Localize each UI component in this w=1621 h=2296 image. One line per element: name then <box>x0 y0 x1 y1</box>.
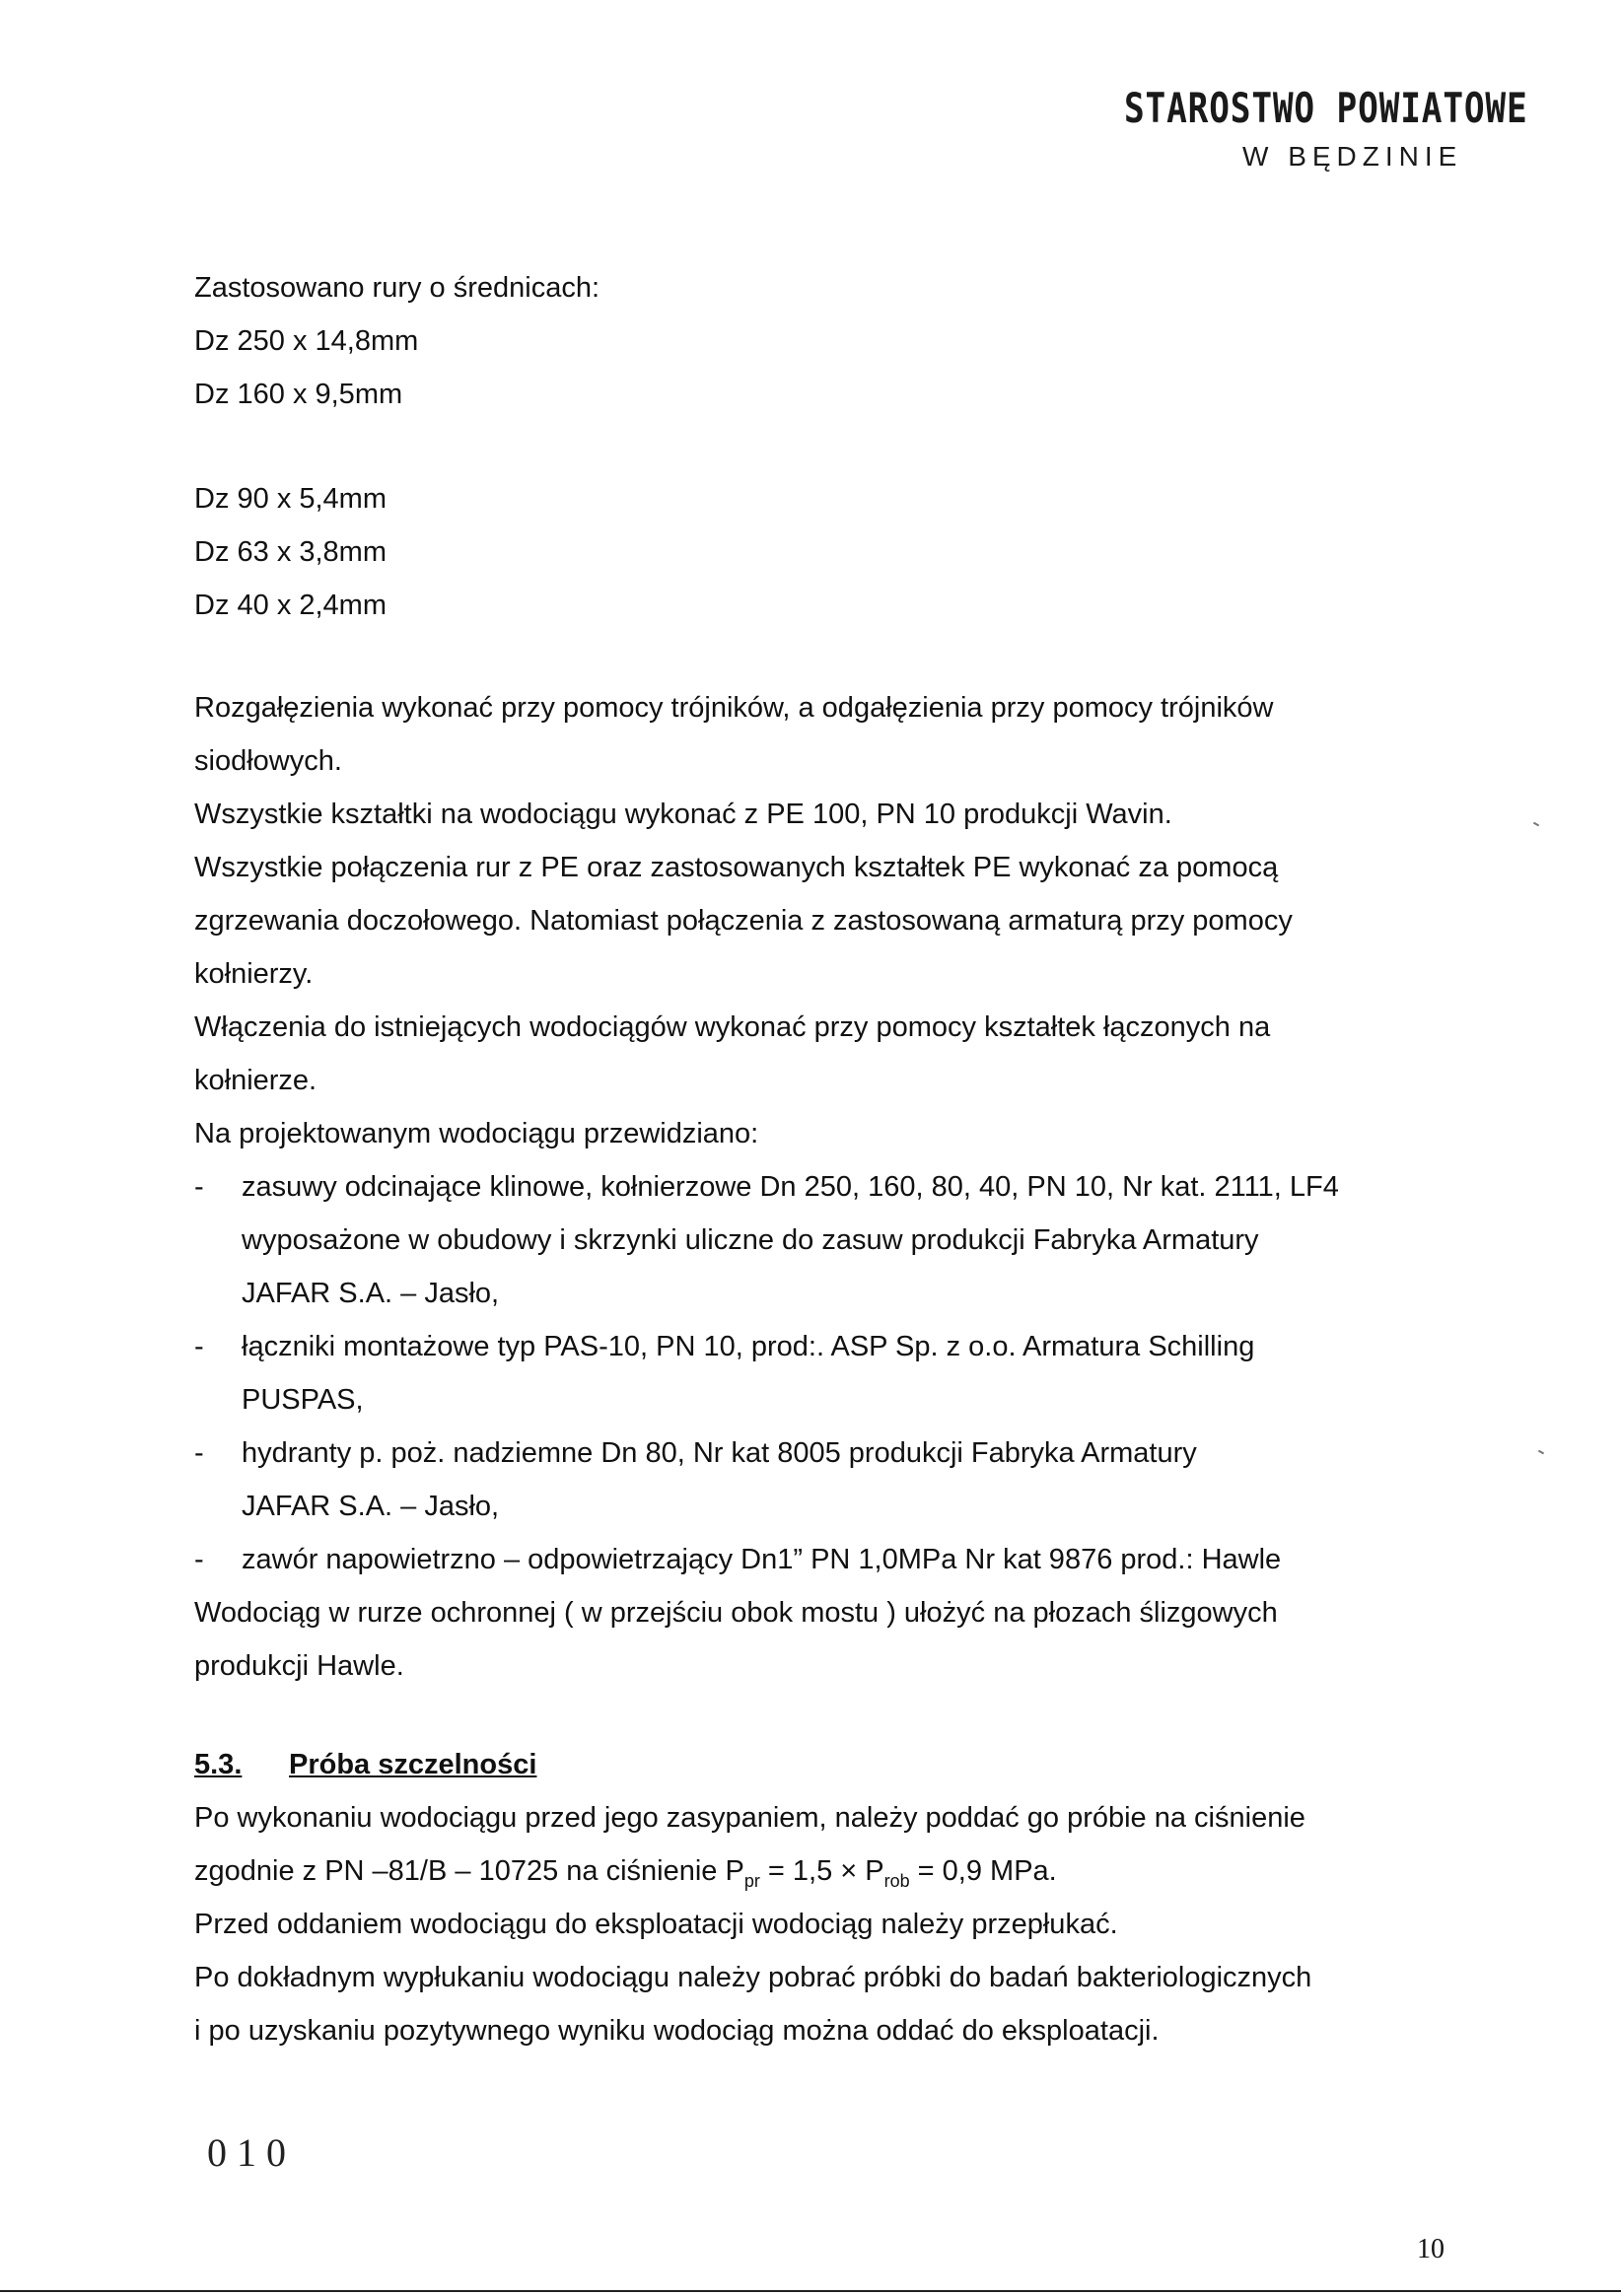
list-intro: Na projektowanym wodociągu przewidziano: <box>194 1118 759 1149</box>
section-heading <box>194 1738 1427 1791</box>
handwritten-page-number: 010 <box>207 2130 296 2175</box>
list-item <box>194 1533 1427 1586</box>
stamp-location: W BĘDZINIE <box>1242 141 1463 172</box>
scan-speck <box>1538 1450 1544 1455</box>
paragraph-connections <box>194 841 1427 1001</box>
pipe-size: Dz 63 x 3,8mm <box>194 536 387 568</box>
bullet-dash: - <box>194 1544 204 1575</box>
list-item <box>194 1160 1427 1320</box>
bullet-dash: - <box>194 1331 204 1362</box>
bullet-dash: - <box>194 1171 204 1203</box>
list-item-line: hydranty p. poż. nadziemne Dn 80, Nr kat 8005 produkcji Fabryka Armatury <box>242 1437 1197 1469</box>
list-item-line: JAFAR S.A. – Jasło, <box>242 1278 500 1309</box>
list-item <box>194 1320 1427 1426</box>
paragraph-line: produkcji Hawle. <box>194 1650 404 1682</box>
section-number: 5.3. <box>194 1749 243 1780</box>
paragraph-line: Przed oddaniem wodociągu do eksploatacji wodociąg należy przepłukać. <box>194 1909 1118 1940</box>
paragraph-fittings: Wszystkie kształtki na wodociągu wykonać z PE 100, PN 10 produkcji Wavin. <box>194 799 1172 830</box>
list-item-line: zasuwy odcinające klinowe, kołnierzowe Dn 250, 160, 80, 40, PN 10, Nr kat. 2111, LF4 <box>242 1171 1339 1203</box>
paragraph-line: siodłowych. <box>194 745 342 777</box>
paragraph-line: kołnierze. <box>194 1065 317 1096</box>
pressure-test-line: zgodnie z PN –81/B – 10725 na ciśnienie $P_{pr} = 1,5 \times P_{rob} = 0,9$ MPa. <box>194 1855 1057 1891</box>
bullet-dash: - <box>194 1437 204 1469</box>
list-item-line: PUSPAS, <box>242 1384 364 1416</box>
paragraph-line: Rozgałęzienia wykonać przy pomocy trójników, a odgałęzienia przy pomocy trójników <box>194 692 1274 724</box>
paragraph-line: zgrzewania doczołowego. Natomiast połączenia z zastosowaną armaturą przy pomocy <box>194 905 1293 937</box>
document-body <box>194 261 1427 2057</box>
paragraph-line: Wodociąg w rurze ochronnej ( w przejściu obok mostu ) ułożyć na płozach ślizgowych <box>194 1597 1278 1629</box>
paragraph-line: kołnierzy. <box>194 958 314 990</box>
pipes-intro: Zastosowano rury o średnicach: <box>194 272 600 304</box>
paragraph-branching <box>194 681 1427 788</box>
pipe-size: Dz 250 x 14,8mm <box>194 325 419 357</box>
list-item-line: łączniki montażowe typ PAS-10, PN 10, prod:. ASP Sp. z o.o. Armatura Schilling <box>242 1331 1255 1362</box>
section-title: Próba szczelności <box>289 1749 537 1780</box>
list-item-line: wyposażone w obudowy i skrzynki uliczne do zasuw produkcji Fabryka Armatury <box>242 1224 1259 1256</box>
list-item-line: zawór napowietrzno – odpowietrzający Dn1” PN 1,0MPa Nr kat 9876 prod.: Hawle <box>242 1544 1282 1575</box>
paragraph-line: Po wykonaniu wodociągu przed jego zasypaniem, należy poddać go próbie na ciśnienie <box>194 1802 1305 1834</box>
paragraph-tie-ins <box>194 1001 1427 1107</box>
paragraph-line: Włączenia do istniejących wodociągów wykonać przy pomocy kształtek łączonych na <box>194 1011 1271 1043</box>
list-item-line: JAFAR S.A. – Jasło, <box>242 1491 500 1522</box>
page-bottom-rule <box>0 2290 1621 2292</box>
pipe-size: Dz 90 x 5,4mm <box>194 483 387 515</box>
paragraph-protective-pipe <box>194 1586 1427 1693</box>
paragraph-line: Wszystkie połączenia rur z PE oraz zastosowanych kształtek PE wykonać za pomocą <box>194 852 1279 883</box>
scan-speck <box>1533 822 1539 827</box>
paragraph-line: i po uzyskaniu pozytywnego wyniku wodociąg można oddać do eksploatacji. <box>194 2015 1160 2047</box>
pipe-size: Dz 40 x 2,4mm <box>194 590 387 621</box>
page-number: 10 <box>1417 2234 1445 2264</box>
list-item <box>194 1426 1427 1533</box>
pipe-size: Dz 160 x 9,5mm <box>194 379 403 410</box>
paragraph-line: Po dokładnym wypłukaniu wodociągu należy pobrać próbki do badań bakteriologicznych <box>194 1962 1312 1993</box>
stamp-office-name: STAROSTWO POWIATOWE <box>1124 84 1528 132</box>
